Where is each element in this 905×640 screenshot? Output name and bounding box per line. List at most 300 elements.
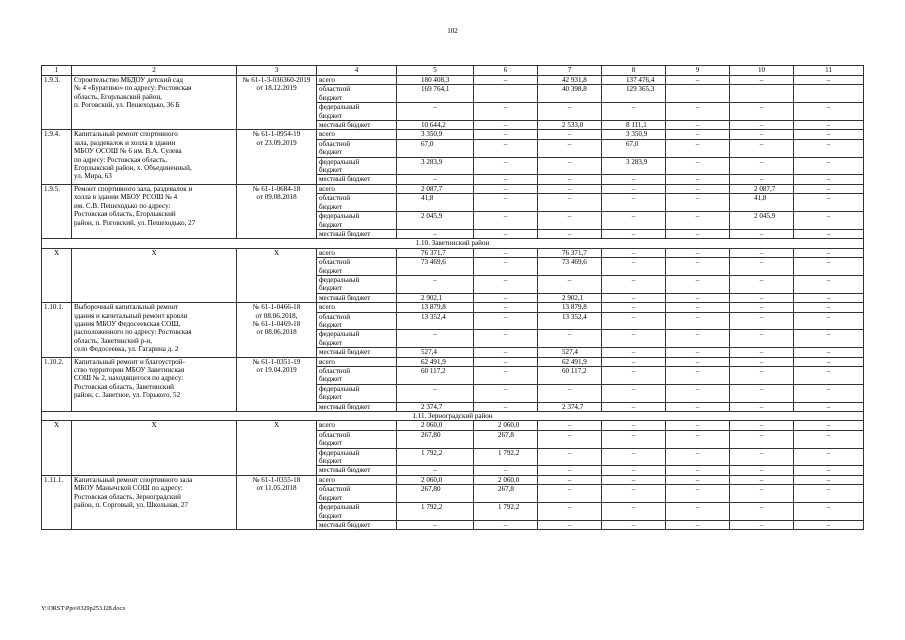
funding-source	[317, 303, 397, 312]
amount-cell: –	[730, 130, 794, 139]
amount-cell: –	[794, 157, 864, 175]
amount-cell: –	[794, 103, 864, 121]
amount-cell: –	[666, 248, 730, 257]
amount-cell: –	[602, 212, 666, 230]
amount-cell: –	[666, 293, 730, 302]
amount-cell: –	[730, 448, 794, 466]
funding-source-line: бюджет	[319, 493, 343, 502]
amount-cell: –	[730, 421, 794, 430]
object-name	[72, 130, 237, 184]
amount-cell: –	[538, 212, 602, 230]
amount-cell: 2 060,0	[474, 475, 538, 484]
object-name-line: Строительство МБДОУ детский сад	[74, 76, 183, 84]
object-name	[72, 184, 237, 238]
amount-cell: –	[794, 248, 864, 257]
amount-cell: –	[474, 293, 538, 302]
amount-cell: –	[794, 130, 864, 139]
amount-cell: –	[730, 520, 794, 529]
funding-source	[317, 212, 397, 230]
funding-source	[317, 248, 397, 257]
amount-cell: –	[666, 130, 730, 139]
amount-cell: –	[474, 402, 538, 411]
amount-cell: –	[794, 448, 864, 466]
item-number: Х	[42, 421, 72, 475]
amount-cell: –	[602, 485, 666, 503]
amount-cell	[474, 85, 538, 103]
amount-cell: 60 117,2	[538, 367, 602, 385]
funding-source	[317, 312, 397, 330]
amount-cell: 8 111,1	[602, 121, 666, 130]
amount-cell: 13 352,4	[538, 312, 602, 330]
amount-cell: –	[602, 175, 666, 184]
object-name-line: зала, раздевалок и холла в здании	[74, 138, 176, 147]
funding-source-line: федеральный	[319, 157, 360, 166]
funding-source-line: областной	[319, 430, 351, 439]
funding-source	[317, 384, 397, 402]
amount-cell: 40 398,8	[538, 85, 602, 103]
amount-cell: –	[794, 330, 864, 348]
funding-source-line: бюджет	[319, 393, 343, 402]
amount-cell: 76 371,7	[397, 248, 474, 257]
amount-cell: 180 408,3	[397, 76, 474, 85]
amount-cell: –	[730, 293, 794, 302]
item-number: 1.9.4.	[42, 130, 72, 184]
funding-source-line: всего	[319, 184, 335, 193]
amount-cell: –	[474, 175, 538, 184]
funding-source	[317, 229, 397, 238]
amount-cell: 527,4	[538, 348, 602, 357]
item-number: 1.10.1.	[42, 303, 72, 357]
funding-source-line: областной	[319, 485, 351, 494]
amount-cell: –	[666, 503, 730, 521]
amount-cell: –	[794, 402, 864, 411]
object-name-line: область, Заветинский р-н,	[74, 336, 152, 345]
amount-cell: 1 792,2	[397, 503, 474, 521]
object-name-line: здания МБОУ Федосеевская СОШ,	[74, 319, 181, 328]
permit-document-line: от 23.09.2019	[256, 138, 297, 147]
object-name	[72, 421, 237, 475]
permit-document-line: от 19.04.2019	[256, 366, 297, 374]
permit-document-line: № 61-1-0684-18	[252, 184, 301, 193]
amount-cell: –	[794, 466, 864, 475]
object-name-line: Ростовская область, Егорлыкский	[74, 210, 176, 219]
amount-cell: 3 283,9	[397, 157, 474, 175]
amount-cell: –	[730, 430, 794, 448]
table-row	[42, 248, 864, 257]
amount-cell: –	[474, 275, 538, 293]
funding-source-line: бюджет	[319, 457, 343, 466]
amount-cell: –	[474, 157, 538, 175]
amount-cell: 60 117,2	[397, 367, 474, 385]
object-name-line: здания и капитальный ремонт кровли	[74, 311, 188, 320]
amount-cell: –	[730, 330, 794, 348]
amount-cell: –	[730, 121, 794, 130]
amount-cell: –	[538, 384, 602, 402]
object-name-line: район, п. Сорговый, ул. Школьная, 27	[74, 501, 188, 510]
object-name-line: СОШ № 2, находящегося по адресу:	[74, 374, 184, 383]
amount-cell: –	[538, 485, 602, 503]
object-name-line: № 4 «Буратино» по адресу: Ростовская	[74, 84, 192, 93]
amount-cell: –	[730, 475, 794, 484]
section-row	[42, 239, 864, 248]
permit-document-line: от 08.06.2018	[256, 328, 297, 337]
amount-cell: –	[397, 275, 474, 293]
funding-source-line: федеральный	[319, 448, 360, 457]
amount-cell: –	[538, 184, 602, 193]
amount-cell: –	[666, 384, 730, 402]
column-number: 5	[397, 66, 474, 76]
permit-document	[237, 184, 317, 238]
column-number: 2	[72, 66, 237, 76]
table-row	[42, 303, 864, 312]
amount-cell: –	[794, 229, 864, 238]
permit-document	[237, 357, 317, 411]
amount-cell: –	[730, 175, 794, 184]
amount-cell: –	[666, 139, 730, 157]
amount-cell: –	[538, 466, 602, 475]
funding-source-line: областной	[319, 258, 351, 267]
funding-source-line: всего	[319, 248, 335, 257]
permit-document-line: Х	[273, 248, 280, 257]
funding-source	[317, 503, 397, 521]
amount-cell: –	[666, 466, 730, 475]
funding-source-line: областной	[319, 367, 351, 375]
amount-cell: –	[538, 520, 602, 529]
amount-cell: –	[666, 448, 730, 466]
permit-document	[237, 76, 317, 130]
amount-cell: –	[602, 258, 666, 276]
funding-source-line: бюджет	[319, 320, 343, 329]
amount-cell: –	[666, 402, 730, 411]
amount-cell: –	[666, 330, 730, 348]
object-name-line: МБОУ ОСОШ № 6 им. В.А. Сулева	[74, 147, 182, 156]
amount-cell: –	[794, 175, 864, 184]
amount-cell: –	[730, 229, 794, 238]
amount-cell: –	[474, 357, 538, 366]
object-name-line: холла в здании МБОУ РСОШ № 4	[74, 193, 178, 202]
permit-document-line: от 18.12.2019	[256, 84, 297, 93]
permit-document-line: от 09.08.2018	[256, 193, 297, 202]
amount-cell: 129 365,3	[602, 85, 666, 103]
funding-source	[317, 485, 397, 503]
amount-cell: 2 087,7	[730, 184, 794, 193]
amount-cell: –	[474, 139, 538, 157]
amount-cell: –	[666, 303, 730, 312]
amount-cell: –	[538, 421, 602, 430]
page-number: 102	[447, 27, 458, 35]
item-number: 1.10.2.	[42, 357, 72, 411]
amount-cell: –	[538, 139, 602, 157]
amount-cell: 13 352,4	[397, 312, 474, 330]
amount-cell: –	[602, 303, 666, 312]
column-number: 9	[666, 66, 730, 76]
funding-source	[317, 76, 397, 85]
amount-cell: –	[602, 312, 666, 330]
amount-cell: –	[666, 157, 730, 175]
amount-cell: 267,80	[397, 485, 474, 503]
amount-cell: 2 902,1	[538, 293, 602, 302]
funding-source-line: бюджет	[319, 266, 343, 275]
funding-source-line: местный бюджет	[319, 348, 371, 357]
item-number: 1.11.1.	[42, 475, 72, 529]
funding-source-line: бюджет	[319, 93, 343, 102]
object-name	[72, 303, 237, 357]
object-name	[72, 248, 237, 302]
amount-cell: –	[794, 139, 864, 157]
amount-cell: 41,8	[397, 194, 474, 212]
funding-source	[317, 293, 397, 302]
amount-cell: –	[794, 293, 864, 302]
table-row	[42, 184, 864, 193]
object-name	[72, 357, 237, 411]
permit-document-line: № 61-1-0355-18	[252, 475, 301, 484]
funding-source	[317, 348, 397, 357]
amount-cell: –	[666, 475, 730, 484]
amount-cell: –	[666, 194, 730, 212]
amount-cell: –	[474, 229, 538, 238]
funding-source-line: федеральный	[319, 275, 360, 284]
funding-source-line: местный бюджет	[319, 175, 371, 184]
amount-cell: –	[602, 520, 666, 529]
table-row	[42, 130, 864, 139]
funding-source	[317, 139, 397, 157]
amount-cell: –	[730, 466, 794, 475]
amount-cell: –	[794, 303, 864, 312]
permit-document-line: № 61-1-0351-19	[252, 357, 301, 366]
funding-source-line: бюджет	[319, 375, 343, 384]
amount-cell: –	[666, 348, 730, 357]
amount-cell: –	[474, 303, 538, 312]
amount-cell: 13 879,8	[538, 303, 602, 312]
funding-source-line: бюджет	[319, 338, 343, 347]
object-name-line: ство территории МБОУ Заветинская	[74, 366, 185, 374]
object-name-line: область, Егорлыкский район,	[74, 92, 162, 101]
amount-cell	[730, 85, 794, 103]
amount-cell: –	[474, 466, 538, 475]
budget-table	[41, 65, 864, 530]
permit-document	[237, 303, 317, 357]
funding-source-line: бюджет	[319, 202, 343, 211]
column-number: 1	[42, 66, 72, 76]
amount-cell: –	[666, 175, 730, 184]
amount-cell: –	[602, 229, 666, 238]
column-number: 6	[474, 66, 538, 76]
amount-cell: –	[794, 503, 864, 521]
amount-cell: –	[474, 184, 538, 193]
funding-source-line: федеральный	[319, 384, 360, 393]
amount-cell: –	[730, 157, 794, 175]
amount-cell: –	[602, 402, 666, 411]
funding-source	[317, 475, 397, 484]
funding-source-line: бюджет	[319, 220, 343, 229]
amount-cell: –	[730, 485, 794, 503]
funding-source-line: местный бюджет	[319, 402, 371, 411]
amount-cell: 1 792,2	[474, 448, 538, 466]
object-name-line: Капитальный ремонт и благоустрой-	[74, 357, 185, 366]
amount-cell: –	[602, 448, 666, 466]
amount-cell: –	[397, 103, 474, 121]
object-name-line: район, с. Заветное, ул. Горького, 52	[74, 391, 181, 400]
column-number: 7	[538, 66, 602, 76]
funding-source	[317, 330, 397, 348]
amount-cell: –	[602, 475, 666, 484]
funding-source-line: федеральный	[319, 212, 360, 221]
amount-cell: –	[602, 248, 666, 257]
permit-document-line: Х	[273, 421, 280, 430]
amount-cell: –	[602, 330, 666, 348]
amount-cell: –	[730, 402, 794, 411]
amount-cell: 267,80	[397, 430, 474, 448]
funding-source	[317, 157, 397, 175]
funding-source-line: всего	[319, 475, 335, 484]
amount-cell: –	[666, 430, 730, 448]
object-name	[72, 76, 237, 130]
funding-source	[317, 175, 397, 184]
object-name-line: Ростовская область, Зерноградский	[74, 492, 181, 501]
funding-source	[317, 258, 397, 276]
amount-cell: –	[397, 466, 474, 475]
section-row	[42, 412, 864, 421]
object-name-line: Ростовская область, Заветинский	[74, 382, 174, 391]
funding-source-line: бюджет	[319, 511, 343, 520]
amount-cell: –	[538, 157, 602, 175]
amount-cell: –	[730, 348, 794, 357]
section-title: 1.11. Зерноградский район	[42, 412, 864, 421]
amount-cell: –	[602, 103, 666, 121]
amount-cell: –	[474, 258, 538, 276]
permit-document-line: от 08.06.2018,	[255, 311, 298, 320]
funding-source-line: бюджет	[319, 166, 343, 175]
file-path-footer: Y:\ORST\Ppo\0329p253.f28.docx	[41, 605, 126, 612]
amount-cell: 267,8	[474, 485, 538, 503]
object-name-line: расположенного по адресу: Ростовская	[74, 328, 192, 337]
amount-cell: –	[730, 76, 794, 85]
object-name-line: Х	[151, 421, 157, 430]
object-name	[72, 475, 237, 529]
amount-cell: 1 792,2	[397, 448, 474, 466]
amount-cell: –	[397, 175, 474, 184]
amount-cell: 3 350,9	[602, 130, 666, 139]
funding-source-line: бюджет	[319, 111, 343, 120]
funding-source-line: местный бюджет	[319, 121, 371, 130]
amount-cell: –	[794, 121, 864, 130]
amount-cell: –	[602, 384, 666, 402]
amount-cell: –	[602, 367, 666, 385]
permit-document	[237, 130, 317, 184]
amount-cell: –	[794, 367, 864, 385]
amount-cell: –	[538, 175, 602, 184]
amount-cell: –	[666, 212, 730, 230]
amount-cell: –	[538, 103, 602, 121]
object-name-line: село Федосеевка, ул. Гагарина д. 2	[74, 345, 179, 354]
amount-cell: –	[397, 520, 474, 529]
amount-cell: 2 060,0	[397, 421, 474, 430]
amount-cell: –	[794, 212, 864, 230]
funding-source	[317, 103, 397, 121]
amount-cell: 2 087,7	[397, 184, 474, 193]
funding-source	[317, 85, 397, 103]
amount-cell: –	[730, 103, 794, 121]
funding-source-line: местный бюджет	[319, 293, 371, 302]
amount-cell: –	[666, 184, 730, 193]
amount-cell: –	[474, 367, 538, 385]
amount-cell: 62 491,9	[538, 357, 602, 366]
amount-cell: –	[474, 248, 538, 257]
funding-source	[317, 466, 397, 475]
amount-cell: –	[397, 330, 474, 348]
funding-source	[317, 402, 397, 411]
amount-cell: 527,4	[397, 348, 474, 357]
amount-cell: –	[794, 485, 864, 503]
amount-cell: 13 879,8	[397, 303, 474, 312]
amount-cell: –	[666, 367, 730, 385]
amount-cell: 2 533,0	[538, 121, 602, 130]
amount-cell: 2 902,1	[397, 293, 474, 302]
amount-cell: 10 644,2	[397, 121, 474, 130]
funding-source-line: местный бюджет	[319, 466, 371, 475]
amount-cell: –	[666, 520, 730, 529]
amount-cell: –	[666, 103, 730, 121]
amount-cell: –	[602, 503, 666, 521]
amount-cell: –	[666, 258, 730, 276]
object-name-line: Х	[151, 248, 157, 257]
amount-cell: –	[602, 421, 666, 430]
funding-source-line: всего	[319, 76, 335, 84]
amount-cell: 2 060,0	[397, 475, 474, 484]
object-name-line: им. С.В. Пешеходько по адресу:	[74, 201, 171, 210]
amount-cell: –	[474, 103, 538, 121]
amount-cell: 2 374,7	[538, 402, 602, 411]
object-name-line: п. Роговский, ул. Пешеходько, 36 Б	[74, 101, 180, 110]
amount-cell: –	[730, 258, 794, 276]
amount-cell: –	[666, 121, 730, 130]
amount-cell: –	[538, 430, 602, 448]
amount-cell: –	[794, 312, 864, 330]
funding-source	[317, 130, 397, 139]
amount-cell: –	[794, 384, 864, 402]
amount-cell: –	[538, 229, 602, 238]
amount-cell: –	[730, 275, 794, 293]
amount-cell: –	[602, 357, 666, 366]
column-number: 8	[602, 66, 666, 76]
amount-cell: –	[730, 303, 794, 312]
amount-cell: –	[538, 448, 602, 466]
item-number: 1.9.5.	[42, 184, 72, 238]
amount-cell: –	[666, 229, 730, 238]
object-name-line: Выборочный капитальный ремонт	[74, 303, 179, 312]
permit-document	[237, 248, 317, 302]
amount-cell: –	[666, 275, 730, 293]
amount-cell: 169 764,1	[397, 85, 474, 103]
amount-cell: 42 931,8	[538, 76, 602, 85]
funding-source-line: областной	[319, 139, 351, 148]
amount-cell: –	[474, 194, 538, 212]
amount-cell: –	[794, 421, 864, 430]
amount-cell: –	[538, 330, 602, 348]
funding-source-line: федеральный	[319, 330, 360, 339]
object-name-line: Егорлыкский район, х. Объединенный,	[74, 164, 192, 173]
amount-cell: –	[730, 312, 794, 330]
object-name-line: по адресу: Ростовская область,	[74, 155, 168, 164]
amount-cell: –	[794, 258, 864, 276]
amount-cell: 2 045,9	[397, 212, 474, 230]
amount-cell: –	[794, 184, 864, 193]
amount-cell: –	[602, 275, 666, 293]
amount-cell: 267,8	[474, 430, 538, 448]
amount-cell: –	[474, 212, 538, 230]
funding-source-line: бюджет	[319, 284, 343, 293]
amount-cell: –	[730, 248, 794, 257]
